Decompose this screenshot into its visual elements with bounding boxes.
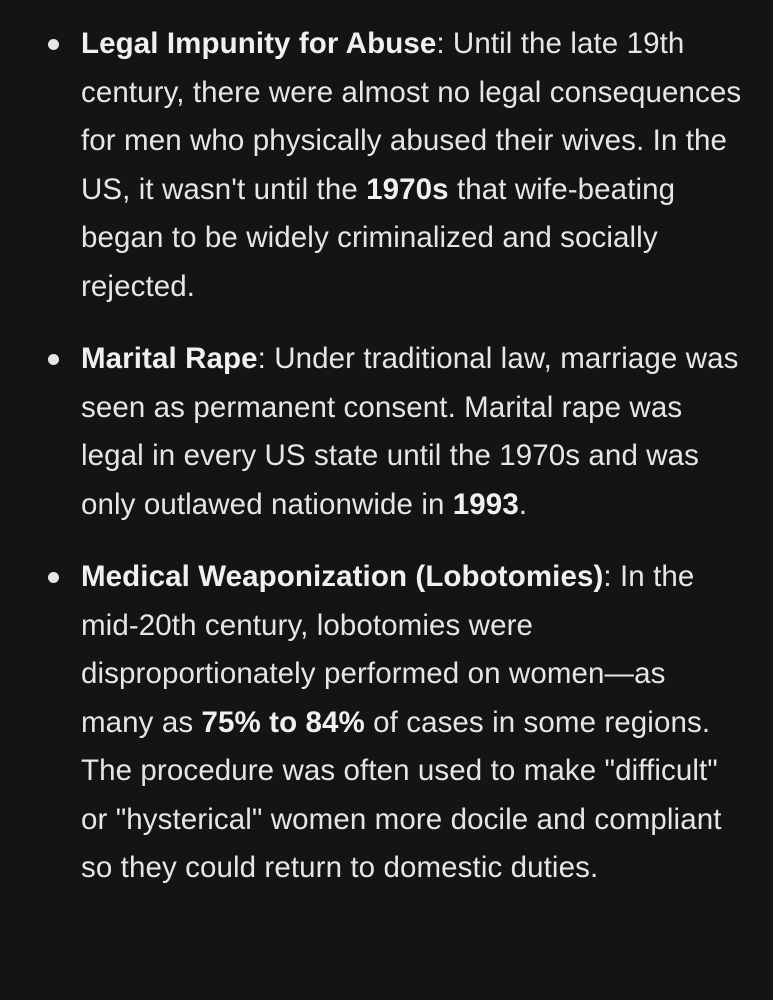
bullet-list bbox=[0, 20, 743, 893]
item-text: . bbox=[518, 487, 528, 521]
item-text: : In the mid-20th century, lobotomies were disproportionately performed on women—as many as bbox=[81, 560, 695, 739]
item-title: Medical Weaponization (Lobotomies) bbox=[81, 560, 604, 593]
bullet-dot bbox=[48, 572, 59, 583]
item-text: of cases in some regions. The procedure was often used to make "difficult" or "hysterical" women more docile and compliant so they could return to domestic duties. bbox=[81, 705, 722, 884]
bullet-dot bbox=[48, 39, 59, 50]
list-item-lobotomies bbox=[0, 553, 743, 893]
list-item-marital-rape bbox=[0, 335, 743, 529]
list-item-legal-impunity bbox=[0, 20, 743, 311]
item-emphasis: 1970s bbox=[366, 172, 449, 206]
item-text: that wife-beating began to be widely criminalized and socially rejected. bbox=[81, 172, 676, 303]
item-text: : Until the late 19th century, there were almost no legal consequences for men who physically abused their wives. In the US, it wasn't until the bbox=[81, 27, 742, 206]
item-title: Legal Impunity for Abuse bbox=[81, 27, 437, 60]
item-title: Marital Rape bbox=[81, 342, 258, 375]
item-emphasis: 1993 bbox=[452, 487, 519, 521]
item-emphasis: 75% to 84% bbox=[201, 705, 365, 739]
item-text: : Under traditional law, marriage was seen as permanent consent. Marital rape was legal in every US state until the 1970s and was only outlawed nationwide in bbox=[81, 342, 739, 521]
bullet-dot bbox=[48, 354, 59, 365]
